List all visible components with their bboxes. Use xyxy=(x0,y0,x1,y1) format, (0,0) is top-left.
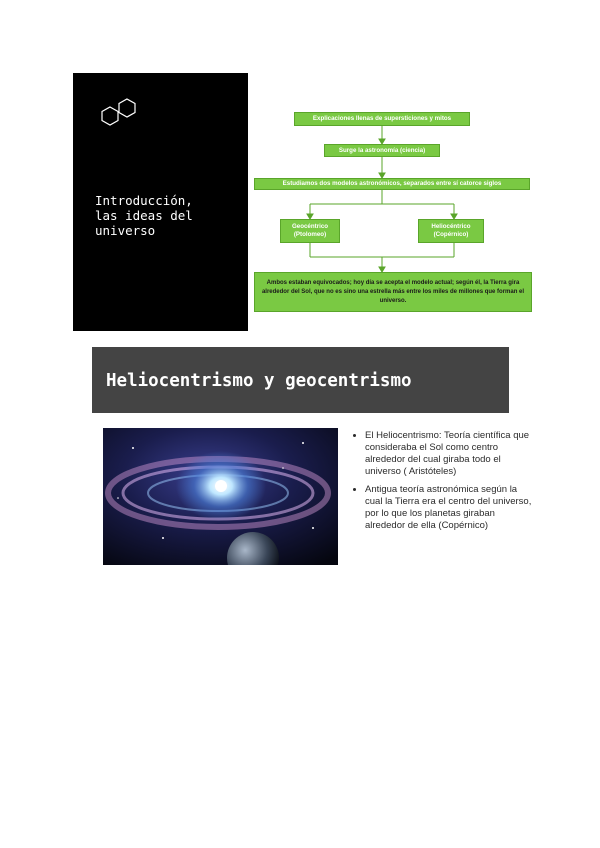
bullet-heliocentrism: • El Heliocentrismo: Teoría científica que consideraba el Sol como centro alrededor del cual giraba todo el universo ( Aristóteles) xyxy=(365,430,535,478)
flow-box-superstitions: Explicaciones llenas de supersticiones y mitos xyxy=(294,112,470,126)
bullet-geocentrism: • Antigua teoría astronómica según la cual la Tierra era el centro del universo, por lo que los planetas giraban alrededor de ella (Copérnico) xyxy=(365,484,535,532)
hexagon-molecule-icon xyxy=(97,98,143,134)
flow-box-conclusion: Ambos estaban equivocados; hoy día se acepta el modelo actual; según él, la Tierra gira alrededor del Sol, que no es sino una estrella más entre los miles de millones que forman el universo. xyxy=(254,272,532,312)
intro-title: Introducción, las ideas del universo xyxy=(95,193,193,238)
flow-box-two-models: Estudiamos dos modelos astronómicos, separados entre sí catorce siglos xyxy=(254,178,530,190)
flow-box-geocentric: Geocéntrico (Ptolomeo) xyxy=(280,219,340,243)
slide2-bullets xyxy=(351,430,535,538)
flowchart xyxy=(250,100,536,320)
flow-box-heliocentric: Heliocéntrico (Copérnico) xyxy=(418,219,484,243)
slide2-header xyxy=(92,347,509,413)
intro-slide xyxy=(73,73,248,331)
slide2-title: Heliocentrismo y geocentrismo xyxy=(106,371,412,391)
flow-box-astronomy: Surge la astronomía (ciencia) xyxy=(324,144,440,157)
galaxy-image xyxy=(103,428,338,565)
